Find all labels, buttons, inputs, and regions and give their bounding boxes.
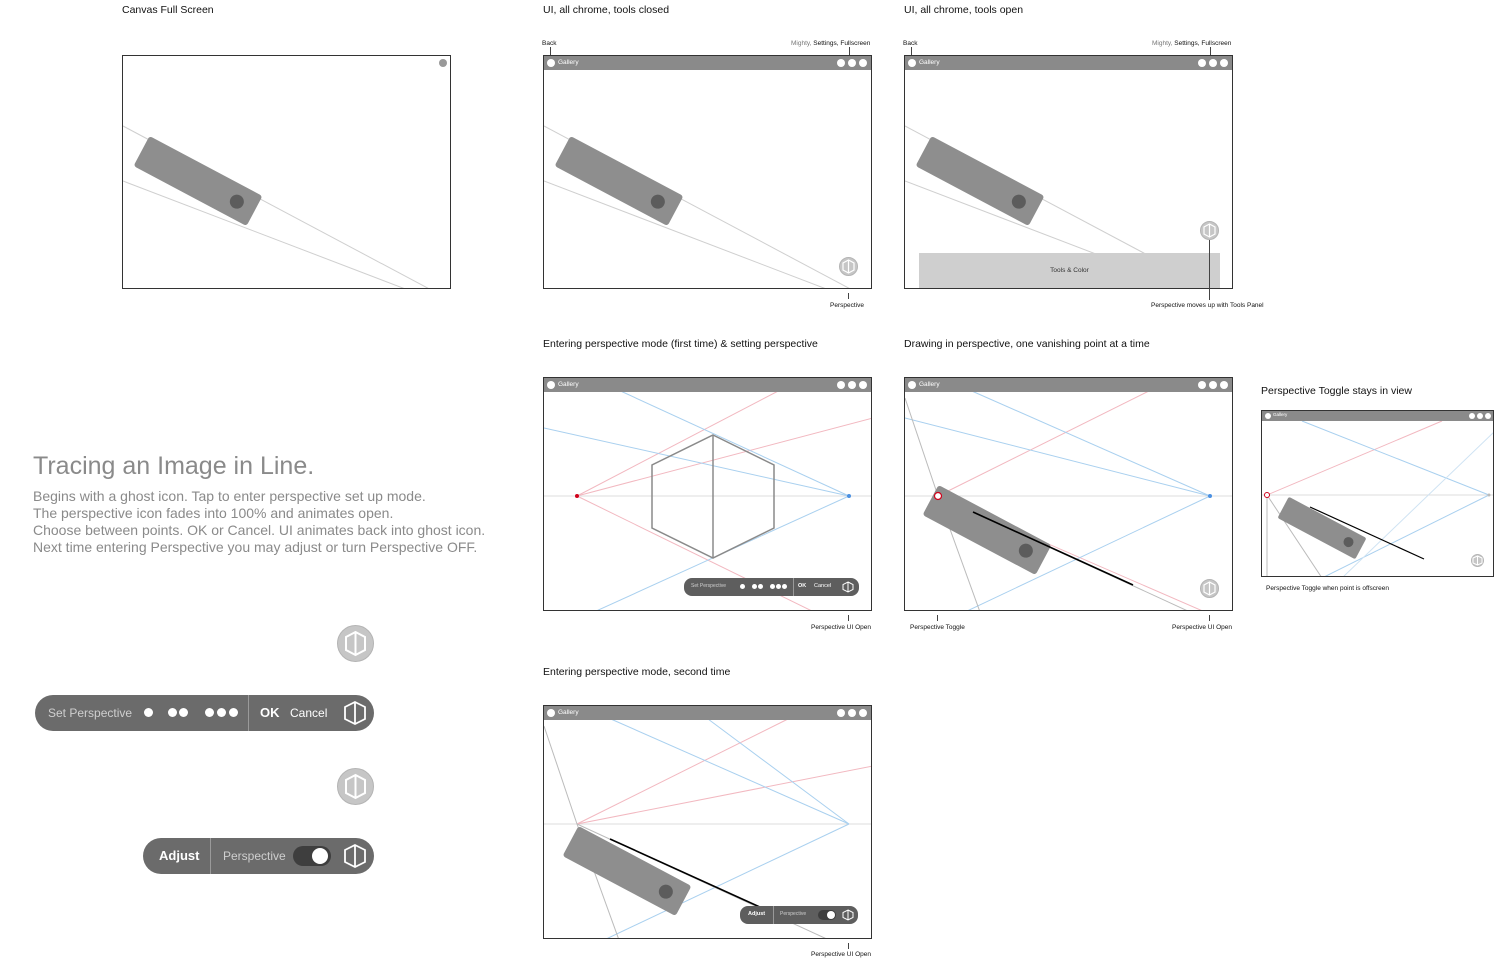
gallery-label[interactable]: Gallery: [919, 59, 940, 66]
annotation-mighty-2: Mighty, Settings, Fullscreen: [1152, 40, 1232, 47]
pill-divider: [248, 695, 249, 731]
settings-dot[interactable]: [848, 709, 856, 717]
leader-settings-2: [1210, 47, 1211, 55]
settings-dot[interactable]: [1209, 381, 1217, 389]
mini-perspective-toggle[interactable]: [818, 910, 836, 920]
mini-adjust-pill: [740, 906, 858, 924]
mini-adjust[interactable]: Adjust: [748, 911, 766, 917]
chrome-bar: [544, 378, 871, 392]
caption-drawing: Drawing in perspective, one vanishing point at a time: [904, 338, 1150, 350]
fullscreen-dot[interactable]: [859, 381, 867, 389]
ui-open-frame: [904, 55, 1233, 289]
mini-ok[interactable]: OK: [798, 583, 807, 589]
annotation-toggle: Perspective Toggle: [910, 624, 965, 631]
set-perspective-frame: [543, 377, 872, 611]
tools-color-panel[interactable]: Tools & Color: [919, 253, 1220, 288]
annotation-perspective: Perspective: [830, 302, 864, 309]
gallery-label[interactable]: Gallery: [919, 381, 940, 388]
gallery-label[interactable]: Gallery: [558, 59, 579, 66]
perspective-ghost-icon[interactable]: [1200, 579, 1219, 598]
perspective-cube-icon[interactable]: [342, 843, 368, 869]
perspective-ghost-icon-large[interactable]: [337, 625, 374, 662]
chrome-bar: [905, 378, 1232, 392]
one-point-option[interactable]: [144, 708, 154, 718]
description-line: The perspective icon fades into 100% and animates open.: [33, 505, 394, 521]
leader-perspective: [848, 293, 849, 299]
mighty-dot[interactable]: [1469, 413, 1475, 419]
mighty-dot[interactable]: [1198, 381, 1206, 389]
settings-dot[interactable]: [848, 59, 856, 67]
leader-moves-up: [1209, 240, 1210, 300]
mighty-dot[interactable]: [837, 381, 845, 389]
caption-entering-first: Entering perspective mode (first time) & setting perspective: [543, 338, 818, 350]
canvas-fullscreen-frame: [122, 55, 451, 289]
leader-ui-open-3: [848, 943, 849, 949]
back-dot[interactable]: [547, 709, 555, 717]
perspective-ghost-icon-large-2[interactable]: [337, 768, 374, 805]
chrome-bar: [905, 56, 1232, 70]
set-perspective-pill: [35, 695, 374, 731]
mighty-dot[interactable]: [837, 709, 845, 717]
page-title: Tracing an Image in Line.: [33, 452, 315, 480]
mini-perspective-label: Perspective: [780, 911, 807, 917]
fullscreen-dot[interactable]: [1220, 381, 1228, 389]
leader-toggle: [937, 615, 938, 621]
description-line: Begins with a ghost icon. Tap to enter perspective set up mode.: [33, 488, 426, 504]
annotation-offscreen: Perspective Toggle when point is offscreen: [1266, 585, 1389, 592]
drawing-frame: [904, 377, 1233, 611]
annotation-ui-open-3: Perspective UI Open: [811, 951, 871, 958]
perspective-cube-icon[interactable]: [342, 700, 368, 726]
mighty-dot[interactable]: [1198, 59, 1206, 67]
settings-dot[interactable]: [1209, 59, 1217, 67]
gallery-label[interactable]: Gallery: [558, 381, 579, 388]
leader-back-2: [911, 47, 912, 55]
perspective-cube-icon[interactable]: [842, 909, 854, 921]
mini-cancel[interactable]: Cancel: [814, 583, 832, 589]
back-dot[interactable]: [1265, 413, 1271, 419]
annotation-ui-open-2: Perspective UI Open: [1172, 624, 1232, 631]
description-line: Choose between points. OK or Cancel. UI animates back into ghost icon.: [33, 522, 486, 538]
perspective-ghost-icon[interactable]: [1471, 554, 1484, 567]
mini-set-perspective-pill: [684, 578, 859, 596]
leader-settings: [849, 47, 850, 55]
settings-dot[interactable]: [848, 381, 856, 389]
caption-ui-open: UI, all chrome, tools open: [904, 4, 1024, 16]
ui-closed-frame: [543, 55, 872, 289]
description-line: Next time entering Perspective you may adjust or turn Perspective OFF.: [33, 539, 478, 555]
fullscreen-exit-dot[interactable]: [439, 59, 447, 67]
settings-dot[interactable]: [1477, 413, 1483, 419]
adjust-button[interactable]: Adjust: [159, 848, 200, 863]
mini-set-perspective-label: Set Perspective: [691, 583, 727, 589]
perspective-cube-icon[interactable]: [842, 581, 854, 593]
perspective-ghost-icon[interactable]: [1200, 221, 1219, 240]
mighty-dot[interactable]: [837, 59, 845, 67]
caption-ui-closed: UI, all chrome, tools closed: [543, 4, 670, 16]
perspective-ghost-icon[interactable]: [839, 257, 858, 276]
one-point-option[interactable]: [740, 584, 745, 589]
set-perspective-label: Set Perspective: [48, 706, 133, 720]
description: [33, 488, 485, 556]
adjust-perspective-pill: [143, 838, 374, 874]
annotation-back-2: Back: [903, 40, 918, 47]
fullscreen-dot[interactable]: [1485, 413, 1491, 419]
two-point-option[interactable]: [168, 708, 190, 718]
chrome-bar: [544, 706, 871, 720]
gallery-label[interactable]: Gallery: [1273, 412, 1288, 417]
ok-button[interactable]: OK: [260, 705, 280, 720]
perspective-toggle-switch[interactable]: [293, 846, 331, 866]
two-point-option[interactable]: [752, 584, 764, 589]
annotation-back: Back: [542, 40, 557, 47]
pill-divider: [210, 838, 211, 874]
chrome-bar: [544, 56, 871, 70]
caption-toggle-stays: Perspective Toggle stays in view: [1261, 385, 1412, 397]
toggle-stays-frame: [1261, 410, 1494, 577]
back-dot[interactable]: [547, 381, 555, 389]
fullscreen-dot[interactable]: [859, 59, 867, 67]
fullscreen-dot[interactable]: [859, 709, 867, 717]
caption-canvas-full: Canvas Full Screen: [122, 4, 214, 16]
fullscreen-dot[interactable]: [1220, 59, 1228, 67]
three-point-option[interactable]: [770, 584, 788, 589]
annotation-mighty: Mighty, Settings, Fullscreen: [791, 40, 871, 47]
chrome-bar: [1262, 411, 1493, 421]
leader-back: [550, 47, 551, 55]
three-point-option[interactable]: [205, 708, 239, 718]
leader-ui-open-2: [1209, 615, 1210, 621]
gallery-label[interactable]: Gallery: [558, 709, 579, 716]
second-time-frame: [543, 705, 872, 939]
back-dot[interactable]: [908, 381, 916, 389]
cancel-button[interactable]: Cancel: [290, 706, 328, 720]
caption-entering-second: Entering perspective mode, second time: [543, 666, 731, 678]
back-dot[interactable]: [908, 59, 916, 67]
annotation-moves-up: Perspective moves up with Tools Panel: [1151, 302, 1264, 309]
back-dot[interactable]: [547, 59, 555, 67]
leader-ui-open: [848, 615, 849, 621]
annotation-ui-open: Perspective UI Open: [811, 624, 871, 631]
perspective-label: Perspective: [223, 849, 286, 863]
